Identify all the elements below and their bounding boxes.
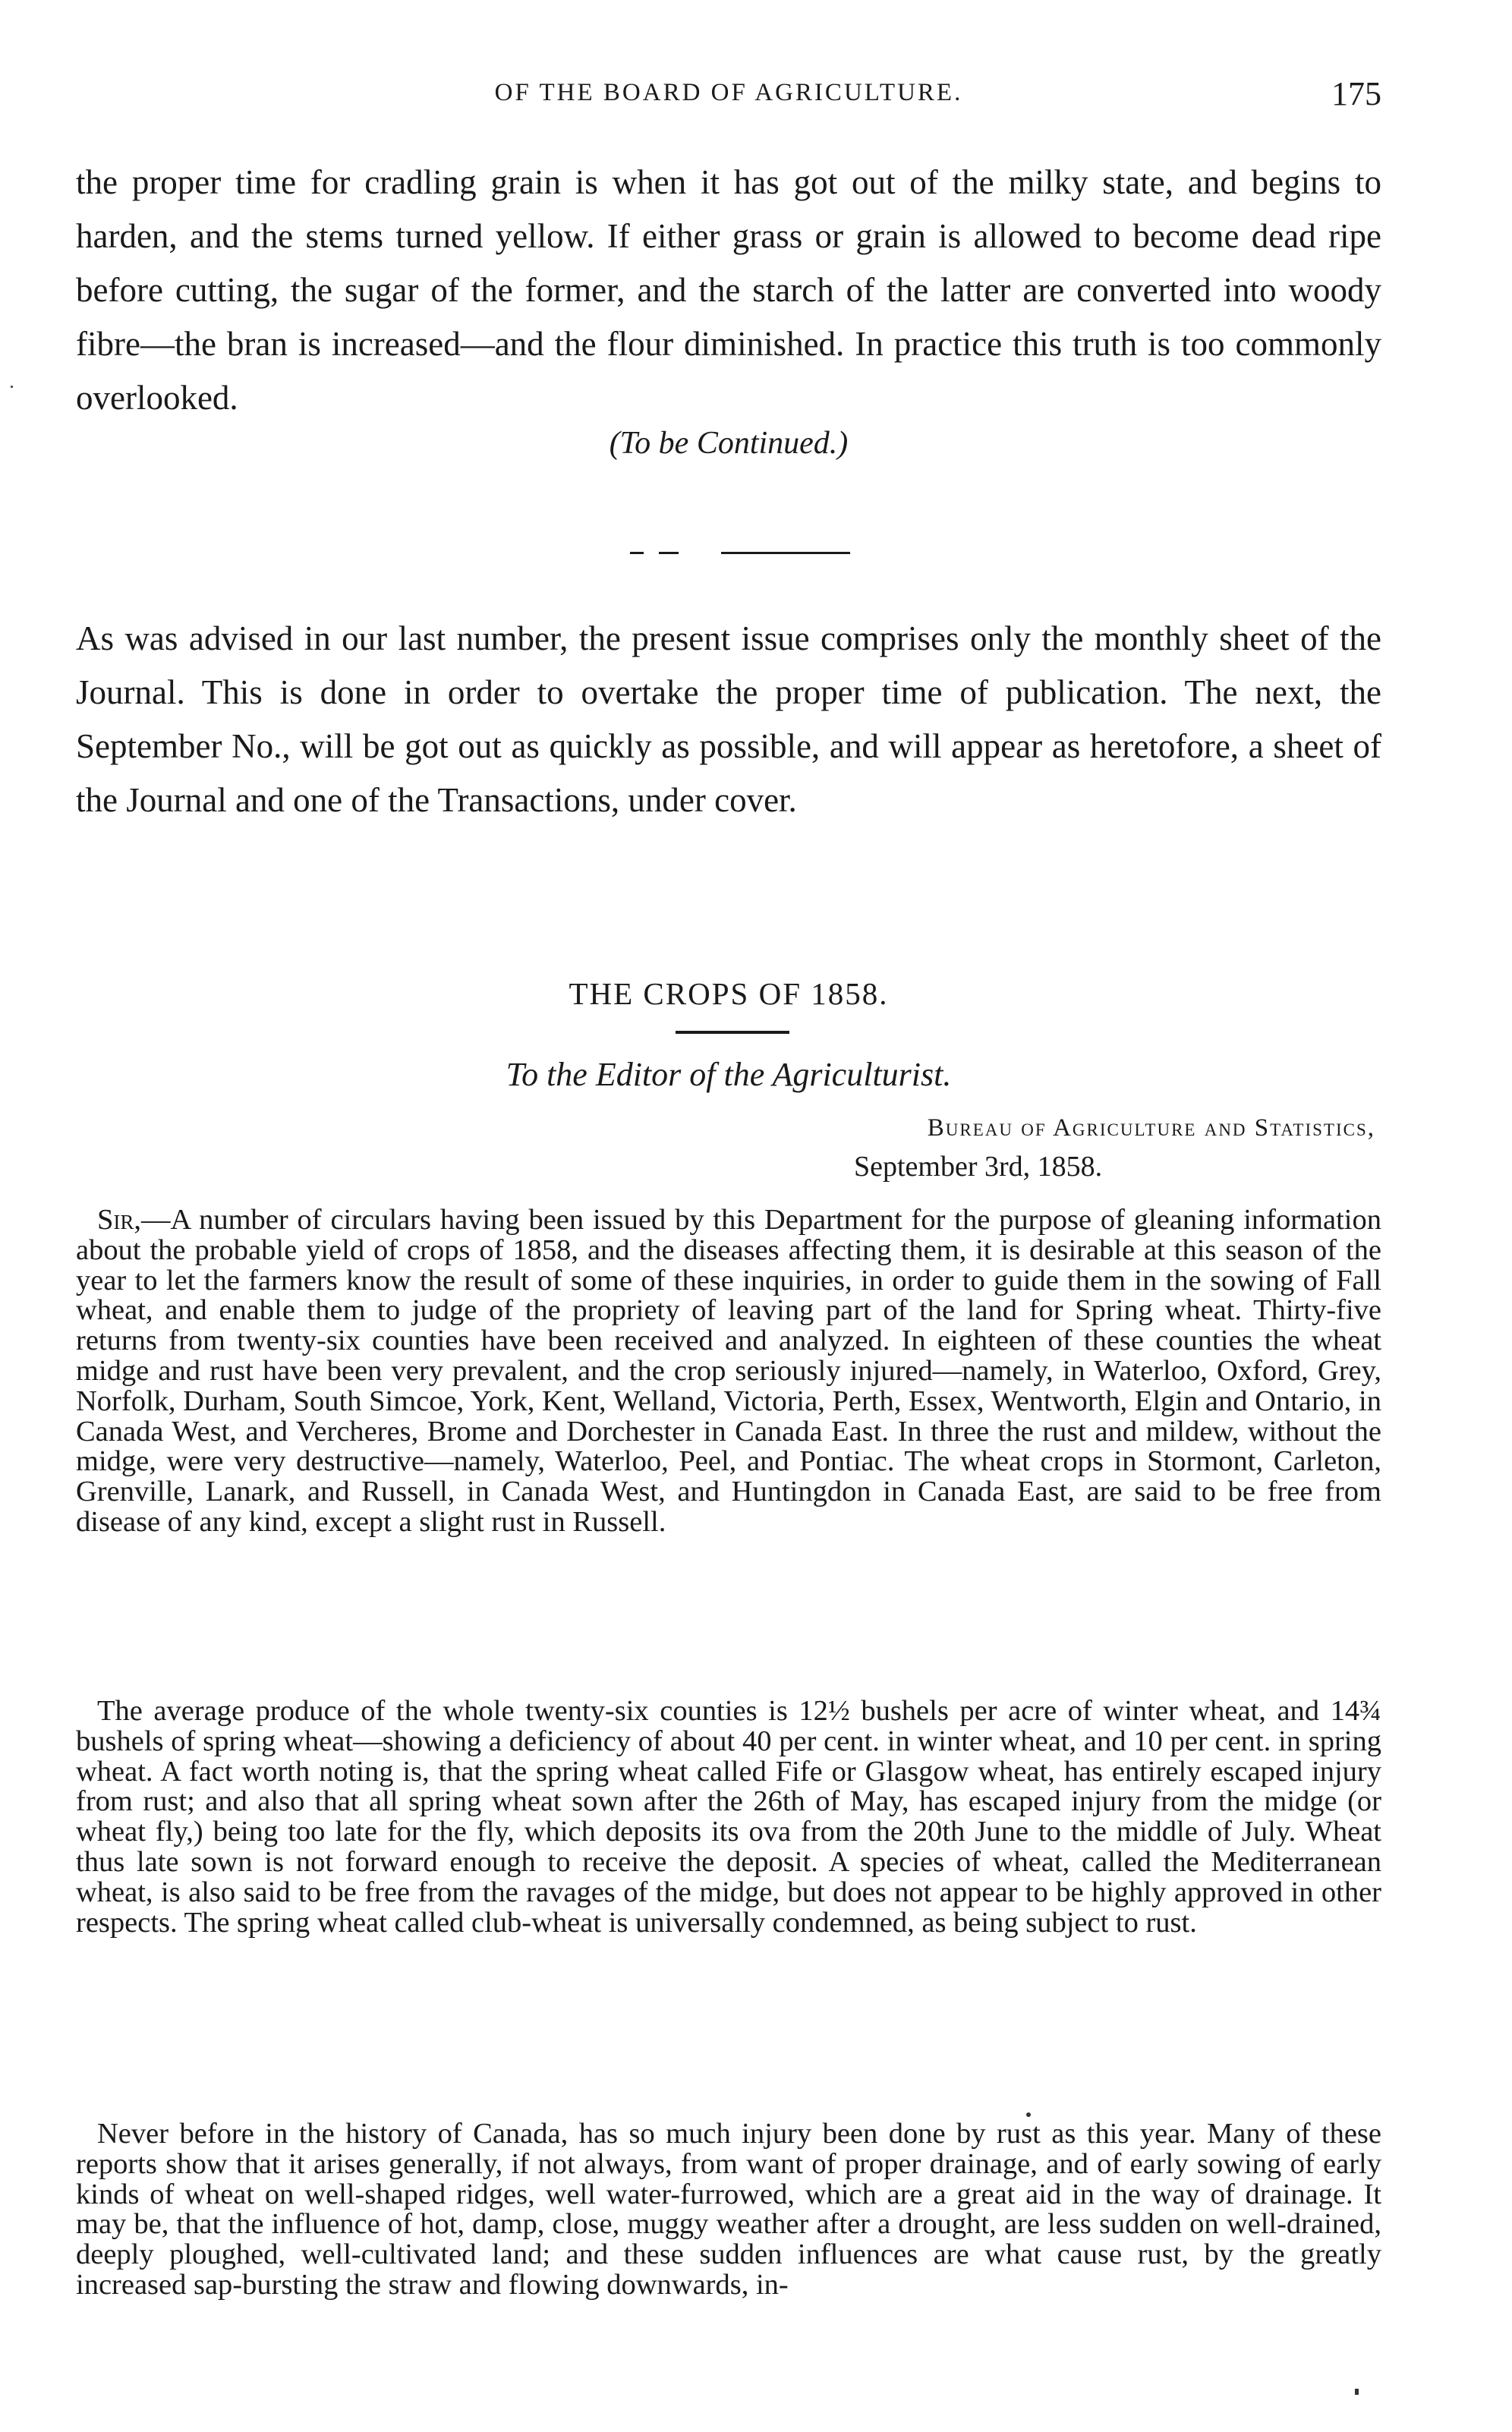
section-divider <box>659 552 679 554</box>
sender-line: Bureau of Agriculture and Statistics, <box>927 1114 1375 1142</box>
letter-paragraph: Never before in the history of Canada, has so much injury been done by rust as this year. Many of these reports show that it arises generally, if not always, from want of proper drainage, and of early sowing of early kinds of wheat on well-shaped ridges, well water-furrowed, which are a great aid in the way of drainage. It may be, that the influence of hot, damp, close, muggy weather after a drought, are less sudden on well-drained, deeply ploughed, well-cultivated land; and these sudden influences are what cause rust, by the greatly increased sap-bursting the straw and flowing downwards, in- <box>76 2118 1381 2301</box>
letter-date: September 3rd, 1858. <box>854 1151 1103 1183</box>
section-divider <box>630 552 644 554</box>
print-speck <box>1355 2389 1359 2395</box>
print-speck <box>11 386 13 388</box>
section-divider <box>721 552 850 554</box>
publication-notice: As was advised in our last number, the present issue comprises only the monthly sheet of the Journal. This is done in order to overtake the proper time of publication. The next, the September No., will be got out as quickly as possible, and will appear as heretofore, a sheet of the Journal and one of the Transactions, under cover. <box>76 619 1381 819</box>
article-title: THE CROPS OF 1858. <box>569 976 889 1011</box>
to-be-continued: (To be Continued.) <box>609 426 849 461</box>
title-rule <box>676 1031 789 1034</box>
letter-paragraph: The average produce of the whole twenty-six counties is 12½ bushels per acre of winter wheat, and 14¾ bushels of spring wheat—showing a deficiency of about 40 per cent. in winter wheat, and 10 per cent. in spring wheat. A fact worth noting is, that the spring wheat called Fife or Glasgow wheat, has entirely escaped injury from rust; and also that all spring wheat sown after the 26th of May, has escaped injury from the midge (or wheat fly,) being too late for the fly, which deposits its ova from the 20th June to the middle of July. Wheat thus late sown is not forward enough to receive the deposit. A species of wheat, called the Mediterranean wheat, is also said to be free from the ravages of the midge, but does not appear to be highly approved in other respects. The spring wheat called club-wheat is universally condemned, as being subject to rust. <box>76 1695 1381 1939</box>
to-editor-line: To the Editor of the Agriculturist. <box>506 1056 952 1093</box>
running-title: OF THE BOARD OF AGRICULTURE. <box>494 79 963 106</box>
page-number: 175 <box>1331 75 1381 112</box>
print-speck <box>1026 2112 1031 2117</box>
salutation: Sir, <box>97 1204 142 1236</box>
letter-paragraph <box>76 1205 1381 1538</box>
continued-paragraph: the proper time for cradling grain is when it has got out of the milky state, and begins to harden, and the stems turned yellow. If either grass or grain is allowed to become dead ripe before cutting, the sugar of the former, and the starch of the latter are converted into woody fibre—the bran is increased—and the flour diminished. In practice this truth is too commonly overlooked. <box>76 163 1381 417</box>
running-head <box>76 74 1381 120</box>
paragraph-text: —A number of circulars having been issued by this Department for the purpose of gleaning information about the probable yield of crops of 1858, and the diseases affecting them, it is desirable at this season of the year to let the farmers know the result of some of these inquiries, in order to guide them in the sowing of Fall wheat, and enable them to judge of the propriety of leaving part of the land for Spring wheat. Thirty-five returns from twenty-six counties have been received and analyzed. In eighteen of these counties the wheat midge and rust have been very prevalent, and the crop seriously injured—namely, in Waterloo, Oxford, Grey, Norfolk, Durham, South Simcoe, York, Kent, Welland, Victoria, Perth, Essex, Wentworth, Elgin and Ontario, in Canada West, and Vercheres, Brome and Dorchester in Canada East. In three the rust and mildew, without the midge, were very destructive—namely, Waterloo, Peel, and Pontiac. The wheat crops in Stormont, Carleton, Grenville, Lanark, and Russell, in Canada West, and Huntingdon in Canada East, are said to be free from disease of any kind, except a slight rust in Russell. <box>76 1204 1381 1538</box>
